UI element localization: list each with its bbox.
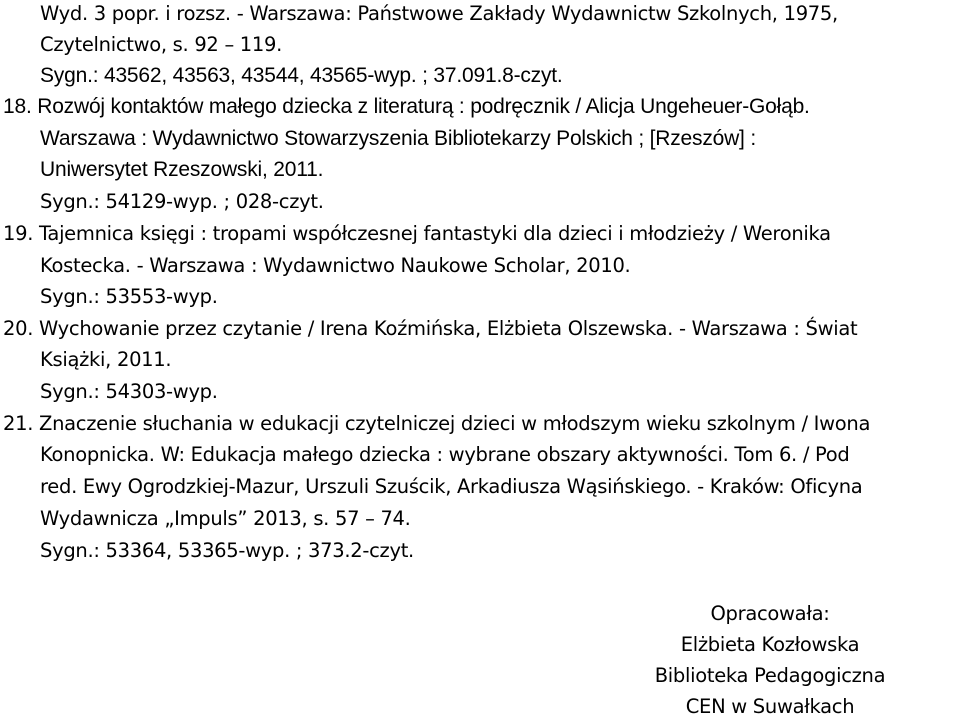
credits-location: CEN w Suwałkach	[685, 695, 855, 718]
entry-18-first-line	[3, 93, 810, 121]
entry-17-signature: Sygn.: 43562, 43563, 43544, 43565-wyp. ; 37.091.8-czyt.	[40, 64, 563, 87]
entry-20-line-2: Książki, 2011.	[40, 348, 172, 371]
entry-text: Wychowanie przez czytanie / Irena Koźmińska, Elżbieta Olszewska. - Warszawa : Świat	[39, 317, 858, 340]
entry-19-line-2: Kostecka. - Warszawa : Wydawnictwo Naukowe Scholar, 2010.	[40, 254, 631, 277]
entry-21-line-3: red. Ewy Ogrodzkiej-Mazur, Urszuli Szuścik, Arkadiusza Wąsińskiego. - Kraków: Oficyna	[40, 475, 863, 498]
entry-21-line-4: Wydawnicza „Impuls” 2013, s. 57 – 74.	[40, 507, 411, 530]
entry-18-signature: Sygn.: 54129-wyp. ; 028-czyt.	[40, 190, 324, 213]
entry-19-first-line	[3, 220, 831, 248]
entry-17-line-1: Wyd. 3 popr. i rozsz. - Warszawa: Państwowe Zakłady Wydawnictw Szkolnych, 1975,	[40, 2, 838, 25]
entry-21-signature: Sygn.: 53364, 53365-wyp. ; 373.2-czyt.	[40, 539, 414, 562]
credits-author: Elżbieta Kozłowska	[680, 633, 860, 656]
entry-text: Rozwój kontaktów małego dziecka z literaturą : podręcznik / Alicja Ungeheuer-Gołąb.	[37, 95, 810, 118]
entry-21-line-2: Konopnicka. W: Edukacja małego dziecka : wybrane obszary aktywności. Tom 6. / Pod	[40, 443, 850, 466]
entry-number: 20.	[3, 317, 34, 340]
entry-18-line-3: Uniwersytet Rzeszowski, 2011.	[40, 158, 324, 181]
entry-text: Tajemnica księgi : tropami współczesnej fantastyki dla dzieci i młodzieży / Weronika	[39, 222, 831, 245]
entry-number: 18.	[3, 95, 32, 118]
entry-20-first-line	[3, 315, 857, 343]
entry-20-signature: Sygn.: 54303-wyp.	[40, 380, 218, 403]
credits-institution: Biblioteka Pedagogiczna	[654, 664, 886, 687]
author-credits	[600, 598, 940, 722]
entry-18-line-2: Warszawa : Wydawnictwo Stowarzyszenia Bibliotekarzy Polskich ; [Rzeszów] :	[40, 127, 756, 150]
entry-17-line-2: Czytelnictwo, s. 92 – 119.	[40, 33, 283, 56]
entry-number: 21.	[3, 412, 34, 435]
entry-number: 19.	[3, 222, 34, 245]
entry-19-signature: Sygn.: 53553-wyp.	[40, 285, 218, 308]
credits-label: Opracowała:	[710, 602, 830, 625]
entry-text: Znaczenie słuchania w edukacji czytelniczej dzieci w młodszym wieku szkolnym / Iwona	[39, 412, 871, 435]
entry-21-first-line	[3, 410, 870, 438]
